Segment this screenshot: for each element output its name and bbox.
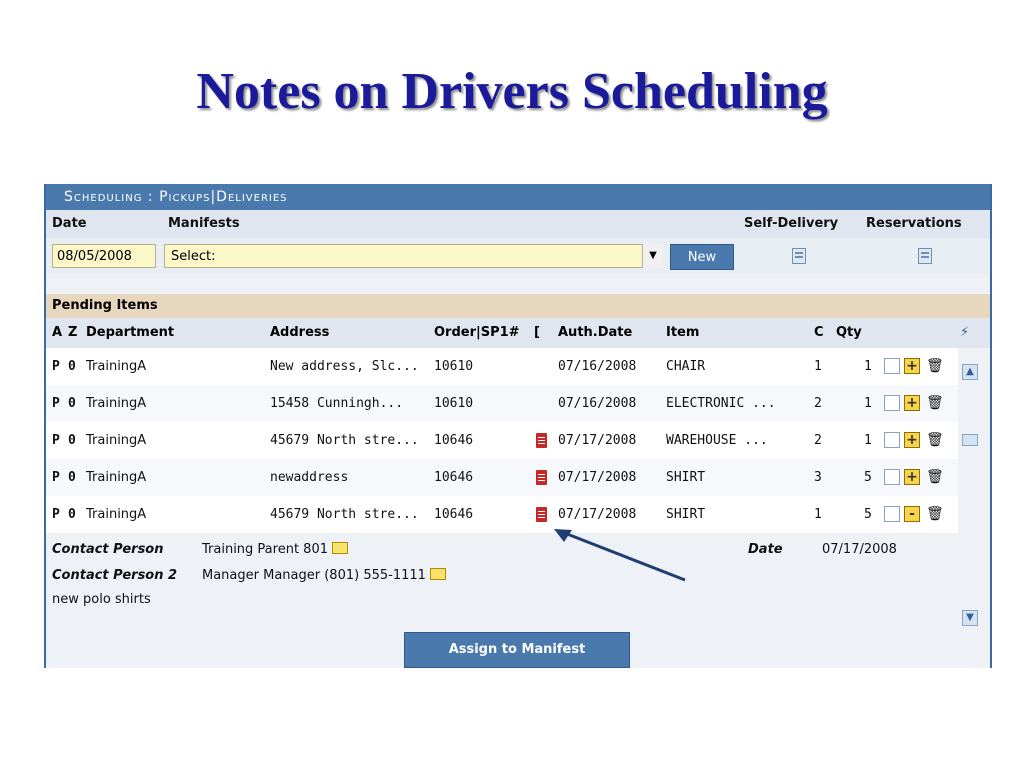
row-z: 0 <box>68 433 76 448</box>
date-label: Date <box>52 216 87 231</box>
contact2-value: Manager Manager (801) 555-1111 <box>202 568 426 583</box>
input-row <box>46 238 990 274</box>
trash-icon[interactable]: 🗑 <box>926 358 944 374</box>
scroll-up-icon[interactable]: ▲ <box>962 364 978 380</box>
row-auth-date: 07/16/2008 <box>558 396 637 411</box>
row-order: 10646 <box>434 433 474 448</box>
row-c: 3 <box>814 470 822 485</box>
contact-value-wrap <box>202 542 348 557</box>
row-item: CHAIR <box>666 359 706 374</box>
table-row[interactable] <box>46 348 958 385</box>
scheduling-panel <box>44 184 992 668</box>
col-a[interactable]: A <box>52 325 63 340</box>
self-delivery-doc-icon[interactable] <box>792 248 806 264</box>
trash-icon[interactable]: 🗑 <box>926 469 944 485</box>
trash-icon[interactable]: 🗑 <box>926 506 944 522</box>
detail-panel <box>46 536 958 626</box>
detail-date-label: Date <box>748 542 783 557</box>
pending-items-label: Pending Items <box>52 298 158 313</box>
row-checkbox[interactable] <box>884 395 900 411</box>
row-c: 1 <box>814 359 822 374</box>
reservations-label: Reservations <box>866 216 962 231</box>
col-c[interactable]: C <box>814 325 824 340</box>
pdf-icon[interactable] <box>536 507 547 522</box>
row-auth-date: 07/17/2008 <box>558 470 637 485</box>
row-department: TrainingA <box>86 433 147 448</box>
row-department: TrainingA <box>86 507 147 522</box>
row-a: P <box>52 359 60 374</box>
table-row[interactable] <box>46 496 958 533</box>
row-checkbox[interactable] <box>884 358 900 374</box>
row-qty: 1 <box>864 359 872 374</box>
table-row[interactable] <box>46 385 958 422</box>
adjust-button[interactable]: + <box>904 469 920 485</box>
trash-icon[interactable]: 🗑 <box>926 432 944 448</box>
adjust-button[interactable]: + <box>904 432 920 448</box>
arrow-line <box>562 532 685 580</box>
row-auth-date: 07/16/2008 <box>558 359 637 374</box>
col-z[interactable]: Z <box>68 325 78 340</box>
manifest-select[interactable] <box>164 244 662 268</box>
dropdown-arrow-icon[interactable]: ▼ <box>642 244 663 268</box>
self-delivery-label: Self-Delivery <box>744 216 839 231</box>
col-qty[interactable]: Qty <box>836 325 862 340</box>
manifests-label: Manifests <box>168 216 240 231</box>
row-c: 2 <box>814 433 822 448</box>
trash-icon[interactable]: 🗑 <box>926 395 944 411</box>
adjust-button[interactable]: - <box>904 506 920 522</box>
row-address: 45679 North stre... <box>270 507 419 522</box>
slide-title: Notes on Drivers Scheduling <box>196 63 828 120</box>
row-order: 10646 <box>434 507 474 522</box>
row-auth-date: 07/17/2008 <box>558 433 637 448</box>
row-order: 10610 <box>434 396 474 411</box>
contact-value: Training Parent 801 <box>202 542 328 557</box>
row-auth-date: 07/17/2008 <box>558 507 637 522</box>
assign-to-manifest-button[interactable]: Assign to Manifest <box>404 632 630 668</box>
row-checkbox[interactable] <box>884 506 900 522</box>
row-qty: 5 <box>864 507 872 522</box>
new-button[interactable]: New <box>670 244 734 270</box>
pending-items-bar <box>46 294 990 318</box>
row-order: 10646 <box>434 470 474 485</box>
reservations-doc-icon[interactable] <box>918 248 932 264</box>
table-header <box>46 318 990 348</box>
row-a: P <box>52 507 60 522</box>
row-qty: 5 <box>864 470 872 485</box>
row-c: 2 <box>814 396 822 411</box>
mail-icon[interactable] <box>332 542 348 554</box>
row-z: 0 <box>68 359 76 374</box>
table-row[interactable] <box>46 459 958 496</box>
row-c: 1 <box>814 507 822 522</box>
detail-date-value: 07/17/2008 <box>822 542 897 557</box>
row-a: P <box>52 396 60 411</box>
row-z: 0 <box>68 396 76 411</box>
col-doc[interactable]: [ <box>534 325 540 340</box>
row-department: TrainingA <box>86 359 147 374</box>
row-qty: 1 <box>864 396 872 411</box>
row-department: TrainingA <box>86 470 147 485</box>
row-department: TrainingA <box>86 396 147 411</box>
row-item: ELECTRONIC ... <box>666 396 776 411</box>
panel-header <box>46 184 990 210</box>
row-z: 0 <box>68 507 76 522</box>
row-a: P <box>52 433 60 448</box>
contact2-value-wrap <box>202 568 446 583</box>
row-z: 0 <box>68 470 76 485</box>
table-scrollbar[interactable] <box>958 348 982 638</box>
row-item: SHIRT <box>666 507 706 522</box>
row-item: WAREHOUSE ... <box>666 433 768 448</box>
filter-icon[interactable]: ⚡ <box>960 325 970 340</box>
row-address: newaddress <box>270 470 349 485</box>
row-a: P <box>52 470 60 485</box>
note-text: new polo shirts <box>52 592 151 607</box>
adjust-button[interactable]: + <box>904 358 920 374</box>
col-address[interactable]: Address <box>270 325 330 340</box>
adjust-button[interactable]: + <box>904 395 920 411</box>
contact2-label: Contact Person 2 <box>52 568 178 583</box>
pdf-icon[interactable] <box>536 470 547 485</box>
panel-header-title: Scheduling : Pickups|Deliveries <box>64 189 288 205</box>
row-address: New address, Slc... <box>270 359 419 374</box>
scroll-down-icon[interactable]: ▼ <box>962 610 978 626</box>
row-qty: 1 <box>864 433 872 448</box>
col-item[interactable]: Item <box>666 325 700 340</box>
row-item: SHIRT <box>666 470 706 485</box>
manifest-select-value: Select: <box>171 249 216 264</box>
col-order[interactable]: Order|SP1# <box>434 325 520 340</box>
table-row[interactable] <box>46 422 958 459</box>
pdf-icon[interactable] <box>536 433 547 448</box>
row-order: 10610 <box>434 359 474 374</box>
row-checkbox[interactable] <box>884 469 900 485</box>
scroll-thumb[interactable] <box>962 434 978 446</box>
col-department[interactable]: Department <box>86 325 175 340</box>
contact-label: Contact Person <box>52 542 164 557</box>
row-address: 45679 North stre... <box>270 433 419 448</box>
row-checkbox[interactable] <box>884 432 900 448</box>
mail-icon[interactable] <box>430 568 446 580</box>
col-auth-date[interactable]: Auth.Date <box>558 325 633 340</box>
annotation-arrow <box>550 525 690 585</box>
row-address: 15458 Cunningh... <box>270 396 404 411</box>
date-input[interactable]: 08/05/2008 <box>52 244 156 268</box>
label-row <box>46 210 990 238</box>
